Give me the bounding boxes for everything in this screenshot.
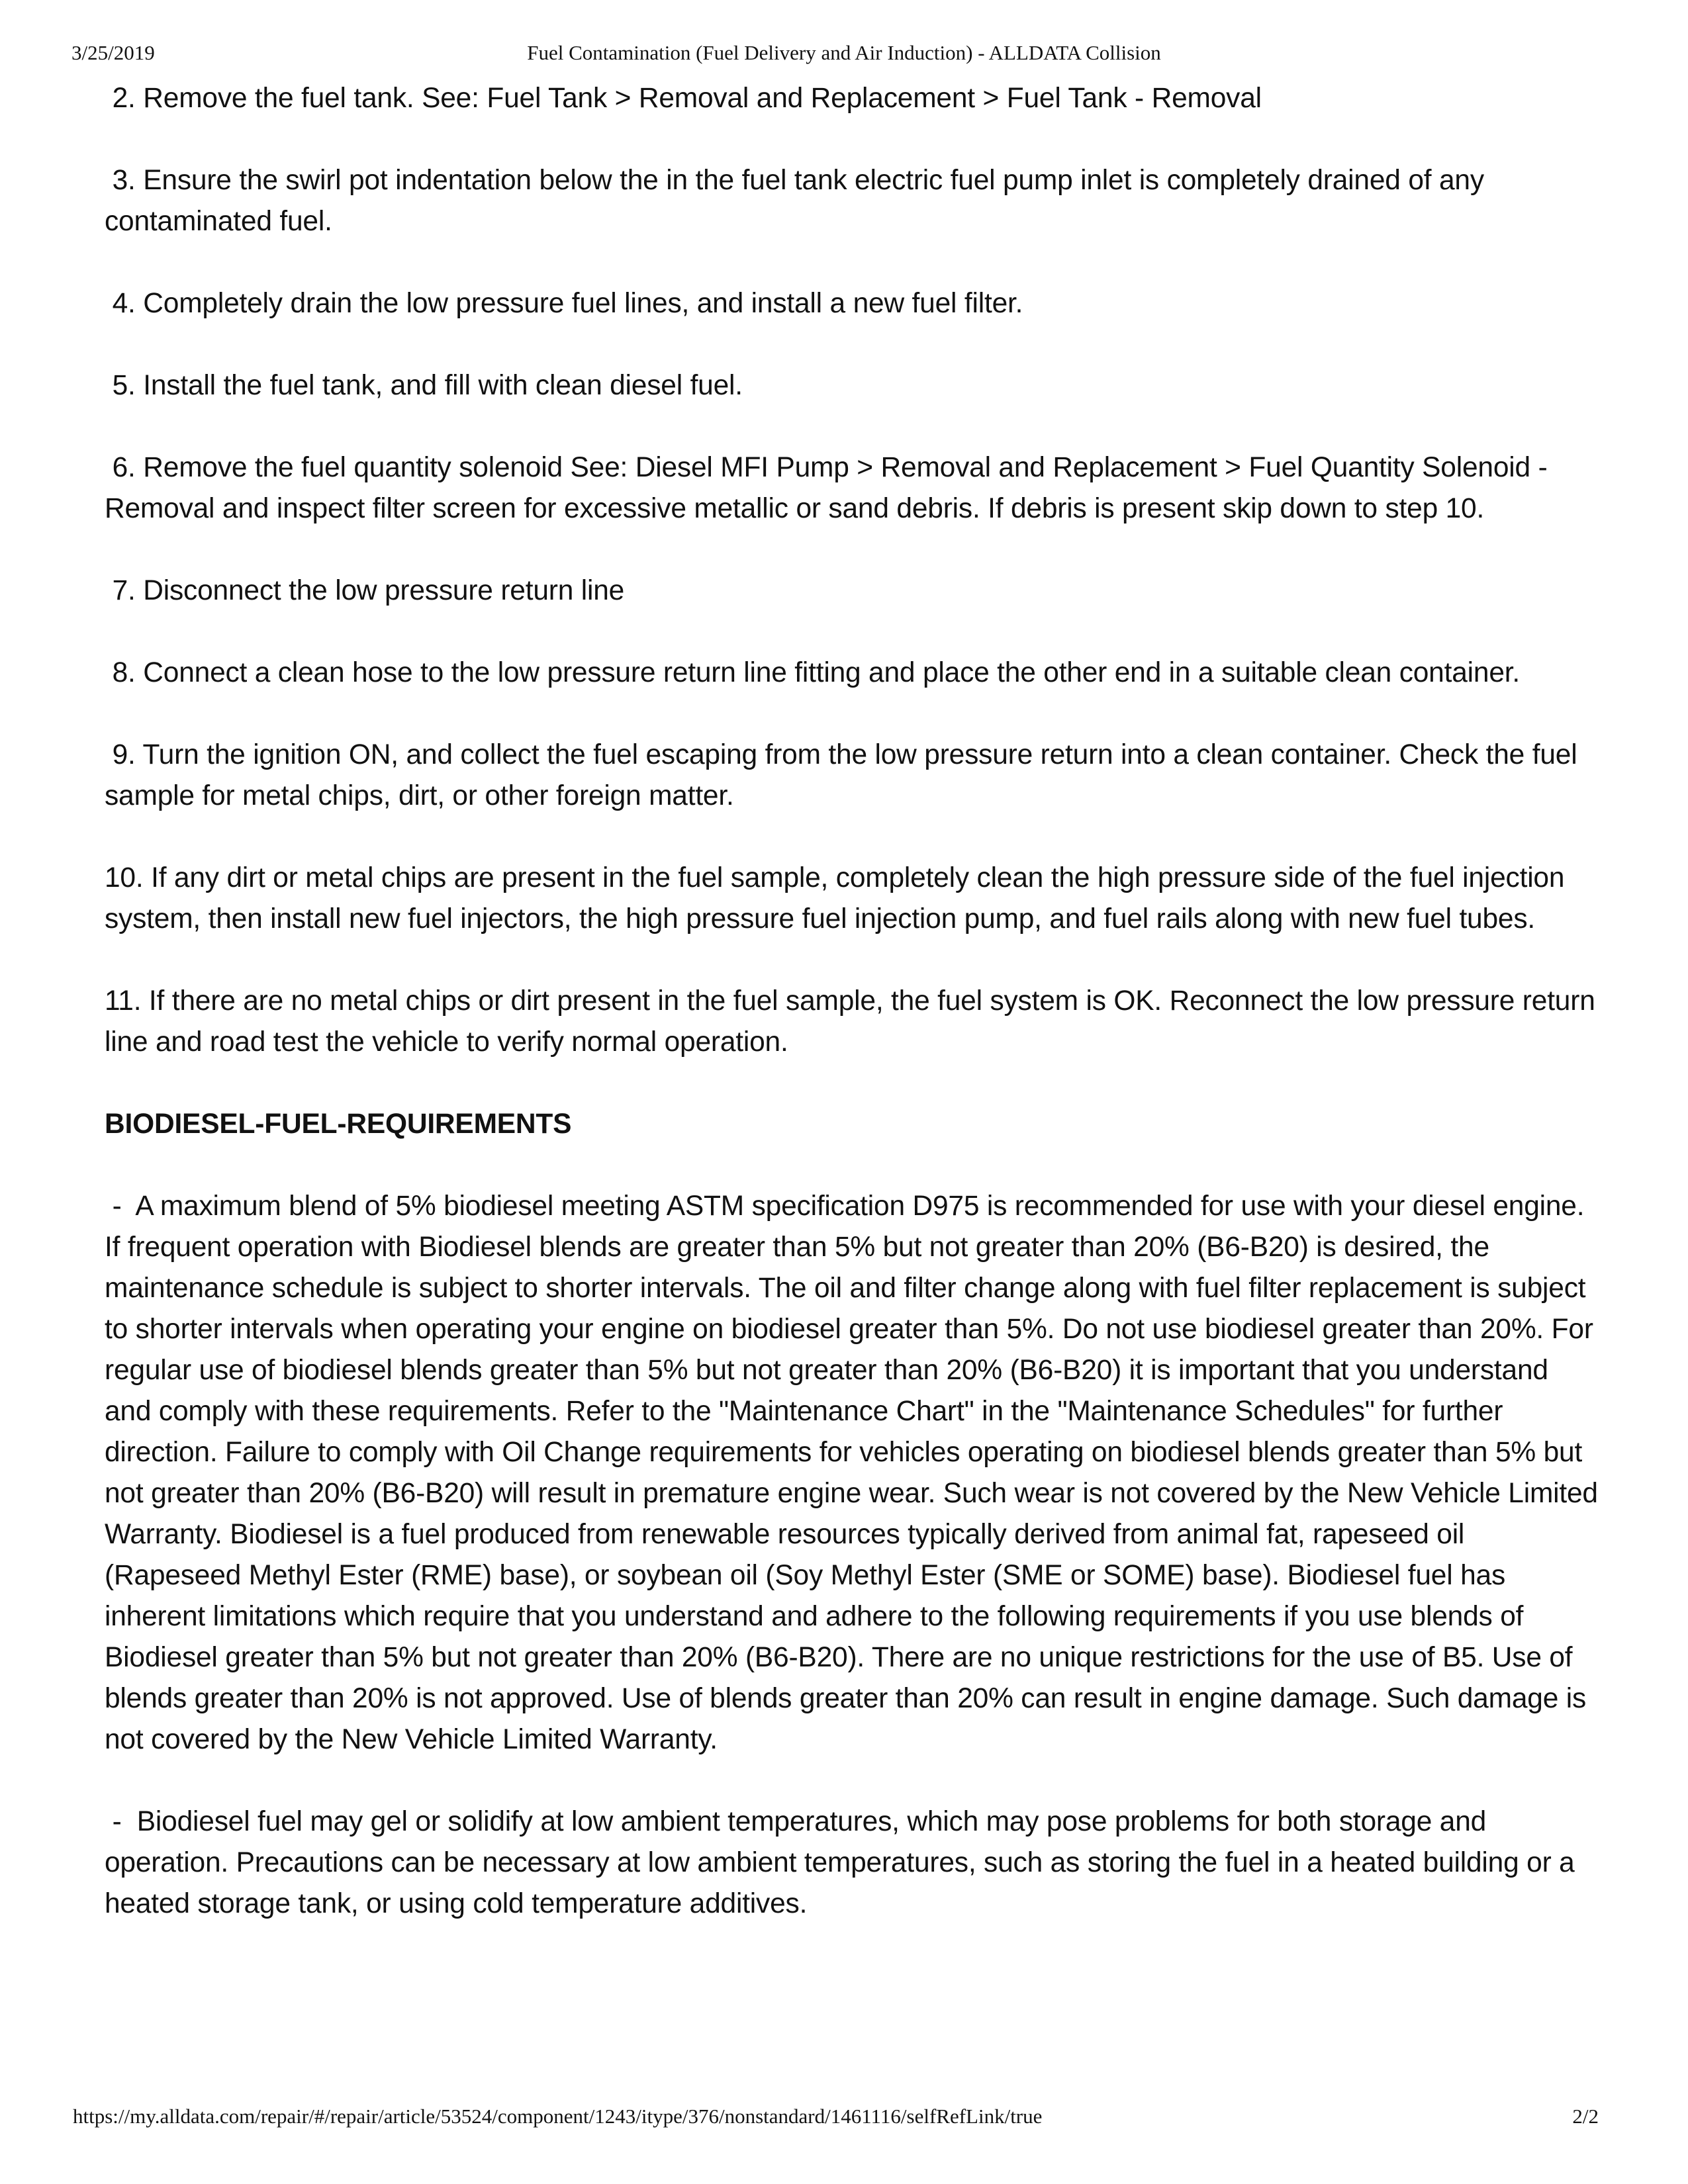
print-date: 3/25/2019	[71, 41, 155, 64]
step-8: 8. Connect a clean hose to the low pressure return line fitting and place the other end in a suitable clean container.	[105, 657, 1520, 688]
section-heading: BIODIESEL-FUEL-REQUIREMENTS	[105, 1109, 572, 1140]
step-10: 10. If any dirt or metal chips are present in the fuel sample, completely clean the high pressure side of the fuel injection system, then install new fuel injectors, the high pressure fuel injection pump, and fuel rails along with new fuel tubes.	[105, 862, 1572, 934]
bullet-cold-temperature: - Biodiesel fuel may gel or solidify at low ambient temperatures, which may pose problems for both storage and operation. Precautions can be necessary at low ambient temperatures, such as storing the fuel in a heated building or a heated storage tank, or using cold temperature additives.	[105, 1806, 1583, 1919]
step-3: 3. Ensure the swirl pot indentation below the in the fuel tank electric fuel pump inlet is completely drained of any contaminated fuel.	[105, 165, 1492, 237]
page-title: Fuel Contamination (Fuel Delivery and Air Induction) - ALLDATA Collision	[527, 41, 1161, 64]
step-5: 5. Install the fuel tank, and fill with clean diesel fuel.	[105, 370, 743, 401]
page-number: 2/2	[1572, 2105, 1599, 2128]
page-url: https://my.alldata.com/repair/#/repair/article/53524/component/1243/itype/376/nonstandard/1461116/selfRefLink/true	[73, 2105, 1043, 2128]
article-body	[105, 78, 1606, 1966]
bullet-blend-requirements: - A maximum blend of 5% biodiesel meeting ASTM specification D975 is recommended for use with your diesel engine. If frequent operation with Biodiesel blends are greater than 5% but not greater than 20% (B6-B20) is desired, the maintenance schedule is subject to shorter intervals. The oil and filter change along with fuel filter replacement is subject to shorter intervals when operating your engine on biodiesel greater than 5%. Do not use biodiesel greater than 20%. For regular use of biodiesel blends greater than 5% but not greater than 20% (B6-B20) it is important that you understand and comply with these requirements. Refer to the "Maintenance Chart" in the "Maintenance Schedules" for further direction. Failure to comply with Oil Change requirements for vehicles operating on biodiesel blends greater than 5% but not greater than 20% (B6-B20) will result in premature engine wear. Such wear is not covered by the New Vehicle Limited Warranty. Biodiesel is a fuel produced from renewable resources typically derived from animal fat, rapeseed oil (Rapeseed Methyl Ester (RME) base), or soybean oil (Soy Methyl Ester (SME or SOME) base). Biodiesel fuel has inherent limitations which require that you understand and adhere to the following requirements if you use blends of Biodiesel greater than 5% but not greater than 20% (B6-B20). There are no unique restrictions for the use of B5. Use of blends greater than 20% is not approved. Use of blends greater than 20% can result in engine damage. Such damage is not covered by the New Vehicle Limited Warranty.	[105, 1191, 1606, 1755]
step-4: 4. Completely drain the low pressure fuel lines, and install a new fuel filter.	[105, 288, 1023, 319]
step-9: 9. Turn the ignition ON, and collect the fuel escaping from the low pressure return into a clean container. Check the fuel sample for metal chips, dirt, or other foreign matter.	[105, 739, 1585, 811]
step-7: 7. Disconnect the low pressure return line	[105, 575, 625, 606]
step-6: 6. Remove the fuel quantity solenoid See: Diesel MFI Pump > Removal and Replacement > Fuel Quantity Solenoid - Removal and inspect filter screen for excessive metallic or sand debris. If debris is present skip down to step 10.	[105, 452, 1556, 524]
step-11: 11. If there are no metal chips or dirt present in the fuel sample, the fuel system is OK. Reconnect the low pressure return line and road test the vehicle to verify normal operation.	[105, 985, 1603, 1058]
step-2: 2. Remove the fuel tank. See: Fuel Tank > Removal and Replacement > Fuel Tank - Removal	[105, 83, 1262, 114]
